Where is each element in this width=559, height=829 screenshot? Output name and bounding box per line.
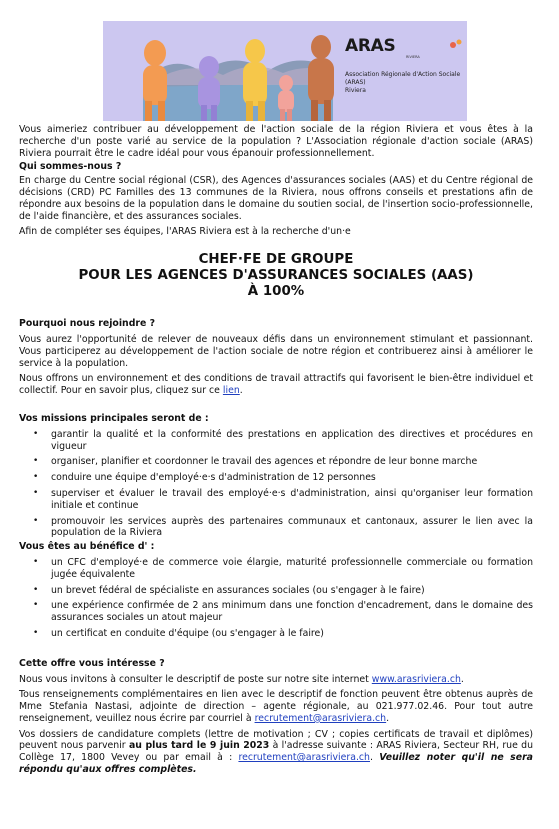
why-paragraph-2 (19, 373, 533, 397)
who-paragraph: En charge du Centre social régional (CSR), des Agences d'assurances sociales (AAS) et du Centre régional de décisions (CRD) PC Familles des 13 communes de la Riviera, nous offrons conseils et prestations afin de répondre aux besoins de la population dans le domaine du soutien social, de l'insertion socio-professionnelle, de l'aide financière, et des assurances sociales. (19, 175, 533, 222)
logo-dot-red (450, 42, 456, 48)
figure-purple-head (199, 56, 219, 78)
mission-text: superviser et évaluer le travail des employé·e·s d'administration, ainsi qu'organiser leur formation initiale et continue (51, 487, 533, 511)
bullet-icon: • (33, 515, 39, 526)
apply-paragraph-3-text: Vos dossiers de candidature complets (lettre de motivation ; CV ; copies certificats de travail et diplômes) peuvent nous parvenir (19, 728, 533, 752)
website-link[interactable]: www.arasriviera.ch (371, 673, 461, 685)
figure-orange-head (144, 40, 166, 66)
logo-dot-orange (457, 40, 462, 45)
profile-text: un brevet fédéral de spécialiste en assurances sociales (ou s'engager à le faire) (51, 584, 425, 596)
apply-paragraph-1-end: . (460, 673, 464, 685)
bullet-icon: • (33, 428, 39, 439)
logo-tagline: RIVIERA (406, 55, 420, 59)
logo-wordmark: ARAS (345, 36, 396, 56)
bullet-icon: • (33, 472, 39, 483)
mission-item (19, 516, 533, 540)
figure-brown-head (311, 35, 331, 59)
bullet-icon: • (33, 627, 39, 638)
profile-text: un certificat en conduite d'équipe (ou s'engager à le faire) (51, 627, 324, 639)
profile-list (19, 557, 533, 640)
seek-paragraph: Afin de compléter ses équipes, l'ARAS Riviera est à la recherche d'un·e (19, 226, 351, 238)
figure-orange-body (143, 65, 167, 105)
bullet-icon: • (33, 487, 39, 498)
why-paragraph-2-text: Nous offrons un environnement et des conditions de travail attractifs qui favorisent le bien-être individuel et collectif. Pour en savoir plus, cliquez sur ce (19, 373, 533, 397)
mission-text: garantir la qualité et la conformité des prestations en application des directives et procédures en vigueur (51, 428, 533, 452)
job-title-line2: POUR LES AGENCES D'ASSURANCES SOCIALES (AAS) (78, 268, 474, 284)
profile-item (19, 585, 533, 597)
apply-paragraph-2-end: . (386, 712, 390, 724)
email-link[interactable]: recrutement@arasriviera.ch (254, 712, 387, 724)
mission-item (19, 456, 533, 468)
why-heading: Pourquoi nous rejoindre ? (19, 318, 156, 330)
missions-heading: Vos missions principales seront de : (19, 412, 209, 424)
figure-yellow-head (245, 39, 265, 63)
mission-item (19, 488, 533, 512)
bullet-icon: • (33, 556, 39, 567)
intro-paragraph: Vous aimeriez contribuer au développement de l'action sociale de la région Riviera et vous êtes à la recherche d'un poste varié au service de la population ? L'Association régionale d'action sociale (ARAS) Riviera pourrait être le cadre idéal pour vous épanouir professionnellement. (19, 124, 533, 159)
apply-paragraph-2 (19, 689, 533, 724)
apply-paragraph-2-text: Tous renseignements complémentaires en lien avec le descriptif de fonction peuvent être obtenus auprès de Mme Stefania Nastasi, adjointe de direction – agente régionale, au 021.977.02.46. Pour tout autre renseignement, veuillez nous écrire par courriel à (19, 689, 533, 724)
header-banner (103, 21, 467, 121)
profile-item (19, 600, 533, 624)
deadline-text: au plus tard le 9 juin 2023 (128, 740, 270, 752)
figure-yellow-body (243, 62, 267, 106)
missions-list (19, 429, 533, 539)
job-title-line3: À 100% (247, 284, 305, 300)
email-link-2[interactable]: recrutement@arasriviera.ch (238, 752, 370, 764)
job-title-line1: CHEF·FE DE GROUPE (198, 252, 354, 268)
who-heading: Qui sommes-nous ? (19, 161, 122, 173)
profile-item (19, 557, 533, 581)
figure-brown-body (308, 58, 334, 104)
mission-item (19, 429, 533, 453)
apply-paragraph-3-sep: . (370, 752, 380, 764)
profile-text: un CFC d'employé·e de commerce voie élargie, maturité professionnelle commerciale ou formation jugée équivalente (51, 556, 533, 580)
benefits-link[interactable]: lien (222, 385, 240, 397)
bullet-icon: • (33, 456, 39, 467)
job-posting (19, 124, 533, 776)
apply-paragraph-1-text: Nous vous invitons à consulter le descriptif de poste sur notre site internet (19, 673, 372, 685)
org-name (345, 71, 467, 95)
complete-offers-note: Veuillez noter qu'il ne sera répondu qu'aux offres complètes. (19, 752, 533, 776)
mission-text: promouvoir les services auprès des partenaires communaux et cantonaux, assurer le lien avec la population de la Riviera (51, 515, 533, 539)
apply-paragraph-1 (19, 674, 533, 686)
apply-paragraph-3 (19, 729, 533, 776)
figure-pink-body (278, 90, 294, 112)
org-name-line2: Riviera (345, 87, 366, 94)
figure-purple-body (198, 77, 220, 109)
lake-shape (143, 83, 333, 121)
mission-text: conduire une équipe d'employé·e·s d'administration de 12 personnes (51, 472, 376, 484)
profile-text: une expérience confirmée de 2 ans minimum dans une fonction d'encadrement, dans le domaine des assurances sociales un atout majeur (51, 600, 533, 624)
profile-item (19, 628, 533, 640)
job-title (19, 252, 533, 300)
profile-heading: Vous êtes au bénéfice d' : (19, 541, 155, 553)
bullet-icon: • (33, 584, 39, 595)
org-name-line1: Association Régionale d'Action Sociale (ARAS) (345, 71, 461, 86)
figure-pink-head (279, 75, 293, 91)
address-text: à l'adresse suivante : ARAS Riviera, Secteur RH, rue du Collège 17, 1800 Vevey ou par email à : (19, 740, 534, 764)
why-paragraph-2-end: . (239, 385, 243, 397)
mission-item (19, 472, 533, 484)
mission-text: organiser, planifier et coordonner le travail des agences et répondre de leur bonne marche (51, 456, 478, 468)
apply-heading: Cette offre vous intéresse ? (19, 657, 165, 669)
bullet-icon: • (33, 600, 39, 611)
why-paragraph-1: Vous aurez l'opportunité de relever de nouveaux défis dans un environnement stimulant et passionnant. Vous participerez au développement de l'action sociale de notre région et contribuerez ainsi à améliorer le service à la population. (19, 333, 533, 369)
